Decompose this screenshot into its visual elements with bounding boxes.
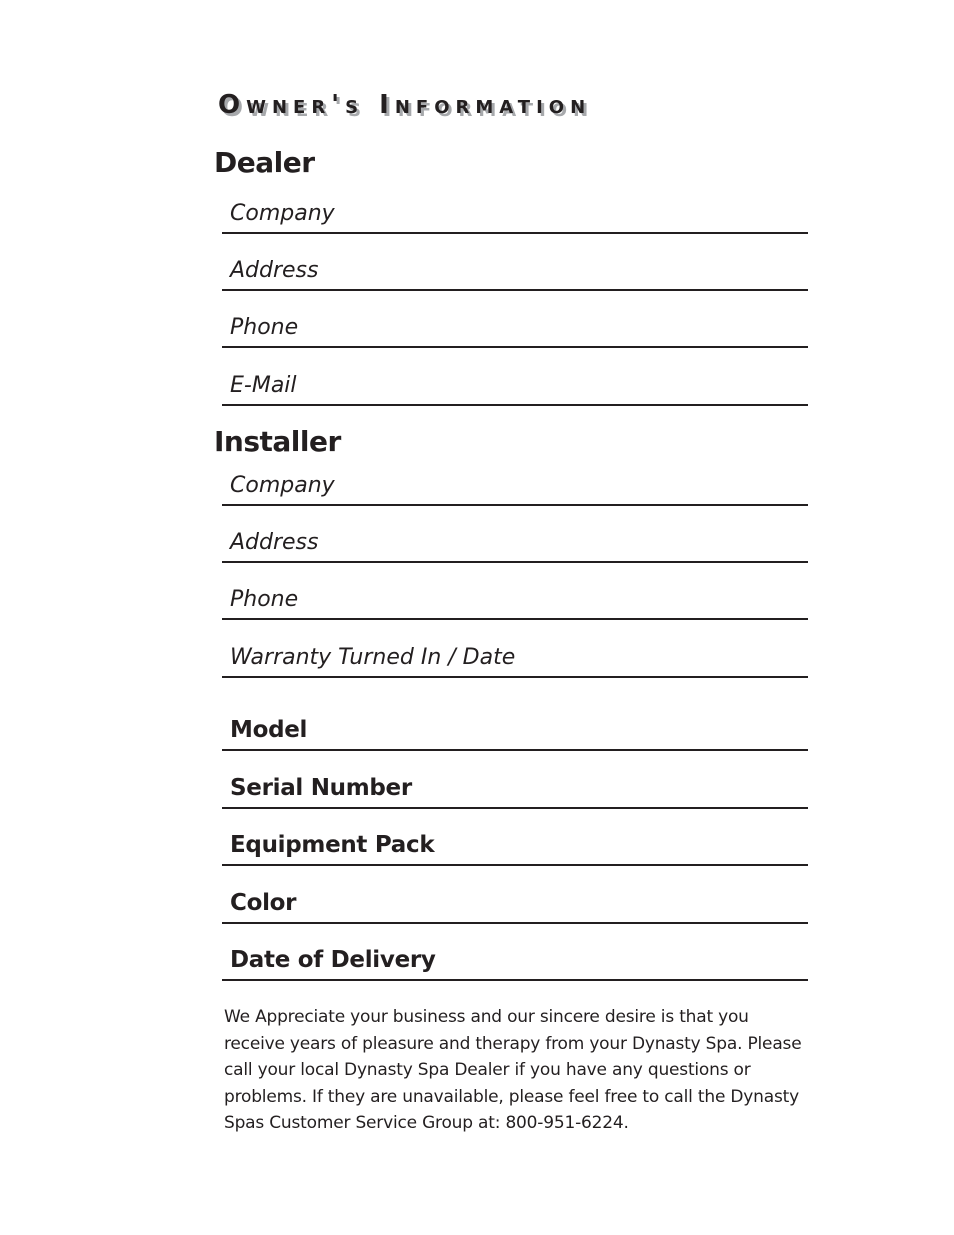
dealer-email-label: E-Mail (230, 373, 297, 398)
installer-phone-field[interactable] (222, 578, 808, 620)
dealer-company-field[interactable] (222, 190, 808, 234)
dealer-company-label: Company (230, 201, 335, 226)
installer-address-field[interactable] (222, 520, 808, 563)
dealer-heading: Dealer (214, 146, 315, 179)
color-field[interactable] (222, 879, 808, 924)
dealer-address-field[interactable] (222, 248, 808, 291)
installer-warranty-date-field[interactable] (222, 635, 808, 678)
installer-company-label: Company (230, 473, 335, 498)
dealer-email-field[interactable] (222, 363, 808, 406)
installer-phone-label: Phone (230, 587, 299, 612)
closing-note: We Appreciate your business and our sincere desire is that you receive years of pleasure and therapy from your Dynasty Spa. Please call your local Dynasty Spa Dealer if you have any questions or problems. If they are unavailable, please feel free to call the Dynasty Spas Customer Service Group at: 800-951-6224. (224, 1007, 802, 1133)
date-of-delivery-field[interactable] (222, 936, 808, 981)
dealer-address-label: Address (230, 258, 319, 283)
serial-number-field[interactable] (222, 764, 808, 809)
color-label: Color (230, 890, 297, 916)
model-label: Model (230, 717, 308, 743)
serial-number-label: Serial Number (230, 775, 412, 801)
installer-heading: Installer (214, 425, 341, 458)
page-title: Owner's Information (218, 90, 592, 120)
date-of-delivery-label: Date of Delivery (230, 947, 436, 973)
dealer-phone-label: Phone (230, 315, 299, 340)
dealer-phone-field[interactable] (222, 305, 808, 348)
installer-warranty-date-label: Warranty Turned In / Date (230, 645, 516, 670)
installer-company-field[interactable] (222, 463, 808, 506)
model-field[interactable] (222, 706, 808, 751)
equipment-pack-label: Equipment Pack (230, 832, 435, 858)
installer-address-label: Address (230, 530, 319, 555)
equipment-pack-field[interactable] (222, 821, 808, 866)
